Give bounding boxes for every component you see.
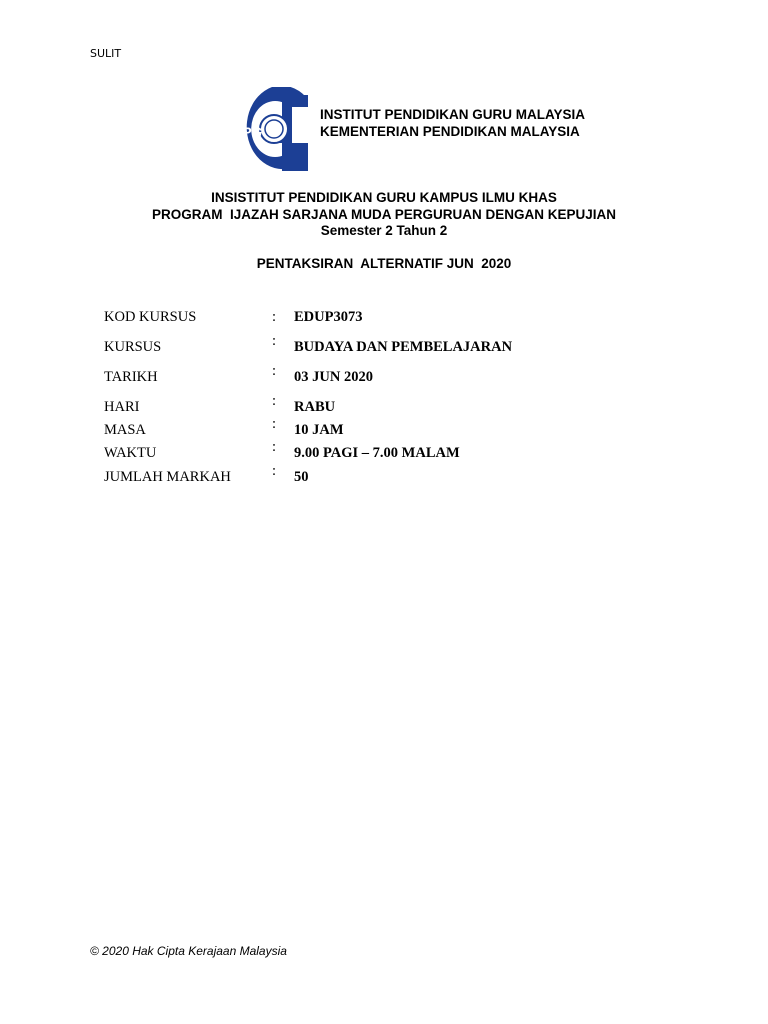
detail-value: 10 JAM bbox=[294, 422, 344, 438]
institute-name: INSTITUT PENDIDIKAN GURU MALAYSIA bbox=[320, 107, 586, 122]
ipg-logo bbox=[236, 87, 308, 171]
institute-header bbox=[320, 106, 585, 140]
detail-label: KOD KURSUS bbox=[104, 309, 197, 325]
detail-separator: : bbox=[272, 393, 277, 409]
detail-value: 03 JUN 2020 bbox=[294, 369, 373, 385]
copyright-footer: © 2020 Hak Cipta Kerajaan Malaysia bbox=[90, 944, 287, 958]
detail-value: BUDAYA DAN PEMBELAJARAN bbox=[294, 339, 513, 355]
assessment-title: PENTAKSIRAN ALTERNATIF JUN 2020 bbox=[256, 256, 512, 271]
detail-label: JUMLAH MARKAH bbox=[104, 469, 231, 485]
detail-separator: : bbox=[272, 416, 277, 432]
detail-label: TARIKH bbox=[104, 369, 158, 385]
ministry-name: KEMENTERIAN PENDIDIKAN MALAYSIA bbox=[320, 124, 580, 139]
detail-separator: : bbox=[272, 363, 277, 379]
detail-label: WAKTU bbox=[104, 445, 157, 461]
detail-value: 9.00 PAGI – 7.00 MALAM bbox=[294, 445, 460, 461]
semester-label: Semester 2 Tahun 2 bbox=[320, 223, 448, 238]
detail-separator: : bbox=[272, 333, 277, 349]
classification-marking: SULIT bbox=[90, 47, 122, 60]
detail-separator: : bbox=[272, 463, 277, 479]
detail-value: 50 bbox=[294, 469, 309, 485]
detail-separator: : bbox=[272, 439, 277, 455]
detail-label: KURSUS bbox=[104, 339, 162, 355]
detail-separator: : bbox=[272, 309, 277, 325]
detail-value: EDUP3073 bbox=[294, 309, 363, 325]
detail-label: MASA bbox=[104, 422, 146, 438]
detail-value: RABU bbox=[294, 399, 336, 415]
logo-text: iPG bbox=[238, 124, 263, 140]
campus-name: INSISTITUT PENDIDIKAN GURU KAMPUS ILMU KHAS bbox=[211, 190, 557, 205]
program-title-block bbox=[0, 190, 768, 240]
program-name: PROGRAM IJAZAH SARJANA MUDA PERGURUAN DENGAN KEPUJIAN bbox=[151, 206, 617, 222]
detail-label: HARI bbox=[104, 399, 140, 415]
